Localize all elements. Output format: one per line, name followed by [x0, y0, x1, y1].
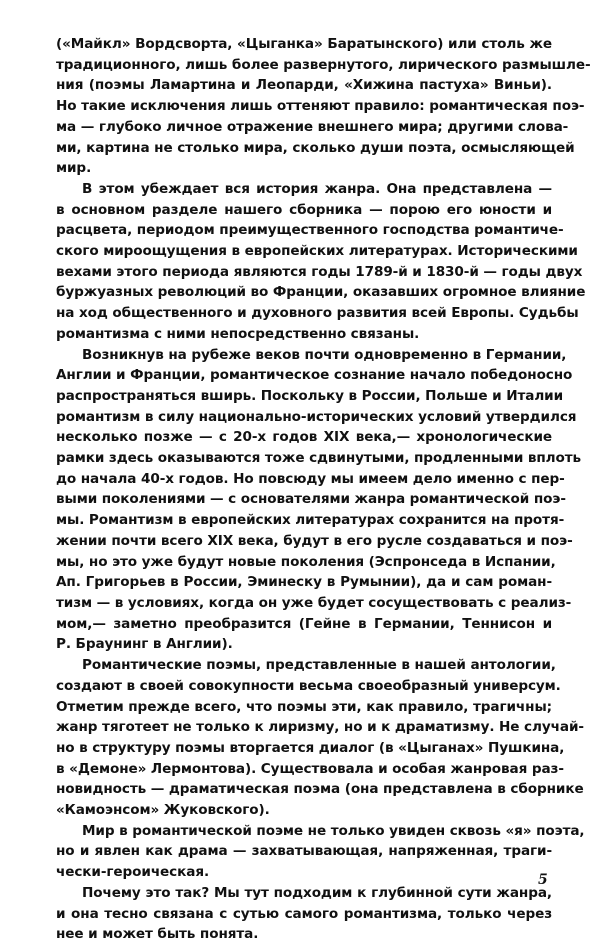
text-line: Ап. Григорьев в России, Эминеску в Румынии), да и сам роман-: [56, 574, 552, 591]
text-line: но и явлен как драма — захватывающая, напряженная, траги-: [56, 843, 552, 860]
text-line: на ход общественного и духовного развития всей Европы. Судьбы: [56, 305, 579, 322]
paragraph-5: [56, 821, 585, 883]
text-line: буржуазных революций во Франции, оказавших огромное влияние: [56, 284, 586, 301]
paragraph-3: [56, 345, 582, 656]
text-line: романтизм в силу национально-исторических условий утвердился: [56, 408, 577, 425]
text-line: вехами этого периода являются годы 1789-й и 1830-й — годы двух: [56, 263, 583, 280]
text-line: («Майкл» Вордсворта, «Цыганка» Баратынского) или столь же: [56, 36, 552, 52]
text-line: мир.: [56, 160, 92, 177]
text-line: Р. Браунинг в Англии).: [56, 636, 233, 653]
text-line: Почему это так? Мы тут подходим к глубинной сути жанра,: [82, 884, 552, 901]
text-line: традиционного, лишь более развернутого, лирического размышле-: [56, 56, 591, 73]
text-line: расцвета, периодом преимущественного господства романтиче-: [56, 222, 564, 239]
text-line: в «Демоне» Лермонтова). Существовала и особая жанровая раз-: [56, 760, 564, 777]
text-line: ма — глубоко личное отражение внешнего мира; другими словa-: [56, 118, 569, 135]
text-line: мы, но это уже будут новые поколения (Эспронседа в Испании,: [56, 553, 556, 570]
text-line: но в структуру поэмы вторгается диалог (в «Цыганах» Пушкина,: [56, 739, 565, 756]
text-line: «Камоэнсом» Жуковского).: [56, 802, 270, 819]
text-line: ми, картина не столько мира, сколько души поэта, осмысляющей: [56, 139, 575, 156]
text-line: Романтические поэмы, представленные в нашей антологии,: [82, 657, 556, 674]
text-line: и она тесно связана с сутью самого романтизма, только через: [56, 905, 552, 922]
text-line: Англии и Франции, романтическое сознание начало победоносно: [56, 367, 573, 384]
text-line: Возникнув на рубеже веков почти одновременно в Германии,: [82, 346, 567, 363]
text-line: несколько позже — с 20-х годов XIX века,— хронологические: [56, 429, 552, 446]
page-number: 5: [538, 872, 548, 888]
paragraph-6: [56, 883, 552, 945]
text-line: жении почти всего XIX века, будут в его русле создаваться и поэ-: [56, 532, 573, 549]
text-line: мом,— заметно преобразится (Гейне в Германии, Теннисон и: [56, 615, 552, 632]
text-line: распространяться вширь. Поскольку в России, Польше и Италии: [56, 387, 564, 404]
text-line: нее и может быть понята.: [56, 926, 259, 943]
text-line: в основном разделе нашего сборника — порою его юности и: [56, 201, 552, 218]
text-line: Отметим прежде всего, что поэмы эти, как правило, трагичны;: [56, 698, 552, 715]
text-line: создают в своей совокупности весьма своеобразный универсум.: [56, 677, 561, 694]
text-line: В этом убеждает вся история жанра. Она представлена —: [82, 180, 552, 197]
text-line: жанр тяготеет не только к лиризму, но и к драматизму. Не случай-: [56, 719, 584, 736]
text-line: ского мироощущения в европейских литературах. Историческими: [56, 243, 578, 260]
paragraph-2: [56, 179, 586, 345]
text-line: тизм — в условиях, когда он уже будет сосуществовать с реализ-: [56, 594, 572, 611]
text-line: рамки здесь оказываются тоже сдвинутыми, продленными вплоть: [56, 450, 582, 467]
text-line: чески-героическая.: [56, 864, 210, 881]
text-line: мы. Романтизм в европейских литературах сохранится на протя-: [56, 512, 565, 529]
text-line: выми поколениями — с основателями жанра романтической поэ-: [56, 491, 566, 508]
page-text: [56, 34, 591, 945]
text-line: ния (поэмы Ламартина и Леопарди, «Хижина пастуха» Виньи).: [56, 77, 552, 94]
text-line: Мир в романтической поэме не только увиден сквозь «я» поэта,: [82, 822, 585, 839]
paragraph-4: [56, 655, 584, 821]
text-line: Но такие исключения лишь оттеняют правило: романтическая поэ-: [56, 98, 585, 115]
text-line: романтизма с ними непосредственно связаны.: [56, 325, 420, 342]
text-line: новидность — драматическая поэма (она представлена в сборнике: [56, 781, 584, 798]
paragraph-1: [56, 34, 591, 179]
text-line: до начала 40-х годов. Но повсюду мы имеем дело именно с пер-: [56, 470, 565, 487]
